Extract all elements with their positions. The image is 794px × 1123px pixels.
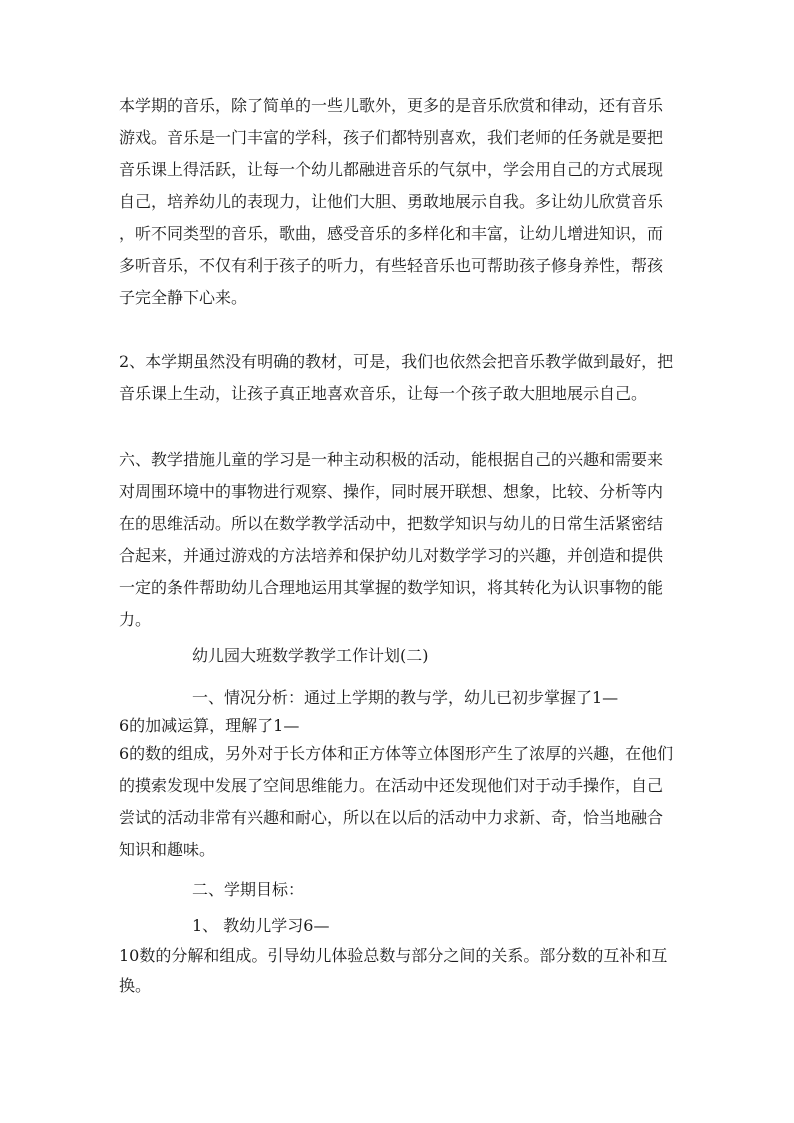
text-line: 一、情况分析：通过上学期的教与学，幼儿已初步掌握了1— bbox=[192, 688, 619, 707]
text-line: 六、教学措施儿童的学习是一种主动积极的活动，能根据自己的兴趣和需要来 bbox=[119, 450, 664, 469]
text-line: 换。 bbox=[119, 976, 152, 995]
text-line: 力。 bbox=[119, 610, 152, 629]
text-line: 音乐课上生动，让孩子真正地喜欢音乐，让每一个孩子敢大胆地展示自己。 bbox=[119, 384, 648, 403]
text-line: ，听不同类型的音乐，歌曲，感受音乐的多样化和丰富，让幼儿增进知识，而 bbox=[119, 224, 664, 243]
text-line: 一定的条件帮助幼儿合理地运用其掌握的数学知识，将其转化为认识事物的能 bbox=[119, 578, 664, 597]
text-line: 游戏。音乐是一门丰富的学科，孩子们都特别喜欢，我们老师的任务就是要把 bbox=[119, 128, 664, 147]
text-line: 10数的分解和组成。引导幼儿体验总数与部分之间的关系。部分数的互补和互 bbox=[119, 946, 668, 965]
section-title: 幼儿园大班数学教学工作计划(二) bbox=[192, 646, 429, 665]
text-line: 多听音乐，不仅有利于孩子的听力，有些轻音乐也可帮助孩子修身养性，帮孩 bbox=[119, 256, 664, 275]
section-heading-goals: 二、学期目标： bbox=[192, 880, 305, 899]
text-line: 尝试的活动非常有兴趣和耐心，所以在以后的活动中力求新、奇，恰当地融合 bbox=[119, 808, 664, 827]
text-line: 知识和趣味。 bbox=[119, 840, 216, 859]
text-line: 2、本学期虽然没有明确的教材，可是，我们也依然会把音乐教学做到最好，把 bbox=[119, 352, 674, 371]
text-line: 的摸索发现中发展了空间思维能力。在活动中还发现他们对于动手操作，自己 bbox=[119, 776, 664, 795]
text-line: 音乐课上得活跃，让每一个幼儿都融进音乐的气氛中，学会用自己的方式展现 bbox=[119, 160, 664, 179]
text-line: 6的加减运算，理解了1— bbox=[119, 716, 300, 735]
text-line: 子完全静下心来。 bbox=[119, 288, 248, 307]
text-line: 1、 教幼儿学习6— bbox=[192, 916, 330, 935]
text-line: 对周围环境中的事物进行观察、操作，同时展开联想、想象，比较、分析等内 bbox=[119, 482, 664, 501]
text-line: 在的思维活动。所以在数学教学活动中，把数学知识与幼儿的日常生活紧密结 bbox=[119, 514, 664, 533]
text-line: 自己，培养幼儿的表现力，让他们大胆、勇敢地展示自我。多让幼儿欣赏音乐 bbox=[119, 192, 664, 211]
text-line: 合起来，并通过游戏的方法培养和保护幼儿对数学学习的兴趣，并创造和提供 bbox=[119, 546, 664, 565]
text-line: 6的数的组成，另外对于长方体和正方体等立体图形产生了浓厚的兴趣，在他们 bbox=[119, 744, 674, 763]
text-line: 本学期的音乐，除了简单的一些儿歌外，更多的是音乐欣赏和律动，还有音乐 bbox=[119, 96, 664, 115]
